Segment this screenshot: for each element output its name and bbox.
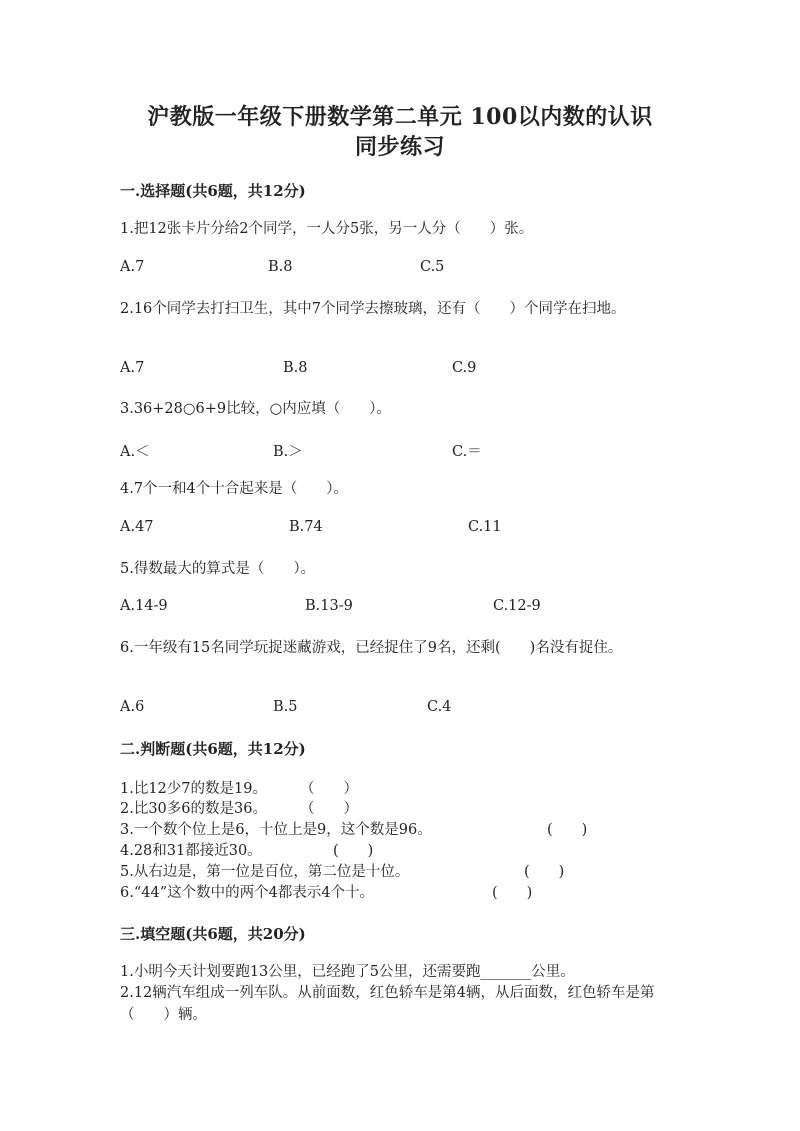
judge-item-5: 5.从右边是，第一位是百位，第二位是十位。	[120, 864, 410, 880]
choice-question-5: 5.得数最大的算式是（ ）。	[120, 561, 316, 577]
choice-1-option-a: A.7	[120, 259, 145, 275]
page-subtitle: 同步练习	[354, 134, 445, 160]
judge-item-6: 6.“44”这个数中的两个4都表示4个十。	[120, 885, 375, 901]
choice-2-option-c: C.9	[452, 360, 477, 376]
choice-2-option-a: A.7	[120, 360, 145, 376]
judge-item-1: 1.比12少7的数是19。	[120, 781, 267, 797]
choice-4-option-b: B.74	[289, 519, 323, 535]
judge-item-2: 2.比30多6的数是36。	[120, 801, 267, 817]
choice-4-option-a: A.47	[120, 519, 154, 535]
choice-question-2: 2.16个同学去打扫卫生，其中7个同学去擦玻璃，还有（ ）个同学在扫地。	[120, 301, 626, 317]
section-heading-fill: 三.填空题(共6题，共20分)	[120, 925, 306, 943]
judge-5-answer-blank: ( )	[524, 864, 565, 880]
choice-question-6: 6.一年级有15名同学玩捉迷藏游戏，已经捉住了9名，还剩( )名没有捉住。	[120, 640, 623, 656]
choice-3-option-a: A.＜	[120, 444, 150, 460]
choice-6-option-b: B.5	[273, 699, 298, 715]
choice-5-option-a: A.14-9	[120, 598, 168, 614]
choice-6-option-a: A.6	[120, 699, 145, 715]
choice-5-option-c: C.12-9	[493, 598, 541, 614]
judge-4-answer-blank: ( )	[333, 843, 374, 859]
choice-4-option-c: C.11	[468, 519, 502, 535]
judge-6-answer-blank: ( )	[492, 885, 533, 901]
choice-1-option-b: B.8	[268, 259, 293, 275]
choice-2-option-b: B.8	[283, 360, 308, 376]
judge-2-answer-blank: （ ）	[300, 801, 358, 817]
page-title: 沪教版一年级下册数学第二单元 100以内数的认识	[147, 104, 653, 130]
choice-question-4: 4.7个一和4个十合起来是（ ）。	[120, 481, 349, 497]
choice-6-option-c: C.4	[427, 699, 452, 715]
judge-1-answer-blank: （ ）	[300, 781, 358, 797]
section-heading-judge: 二.判断题(共6题，共12分)	[120, 740, 306, 758]
choice-question-1: 1.把12张卡片分给2个同学，一人分5张，另一人分（ ）张。	[120, 221, 534, 237]
choice-1-option-c: C.5	[420, 259, 445, 275]
fill-question-2: 2.12辆汽车组成一列车队。从前面数，红色轿车是第4辆，从后面数，红色轿车是第（ ）辆。	[120, 985, 655, 1023]
choice-question-3: 3.36+28○6+9比较，○内应填（ ）。	[120, 401, 392, 417]
judge-3-answer-blank: ( )	[547, 822, 588, 838]
fill-question-1: 1.小明今天计划要跑13公里，已经跑了5公里，还需要跑_______公里。	[120, 964, 575, 980]
choice-3-option-c: C.＝	[452, 444, 482, 460]
judge-item-4: 4.28和31都接近30。	[120, 843, 262, 859]
choice-3-option-b: B.＞	[273, 444, 303, 460]
choice-5-option-b: B.13-9	[305, 598, 353, 614]
section-heading-choice: 一.选择题(共6题，共12分)	[120, 182, 306, 200]
judge-item-3: 3.一个数个位上是6，十位上是9，这个数是96。	[120, 822, 432, 838]
